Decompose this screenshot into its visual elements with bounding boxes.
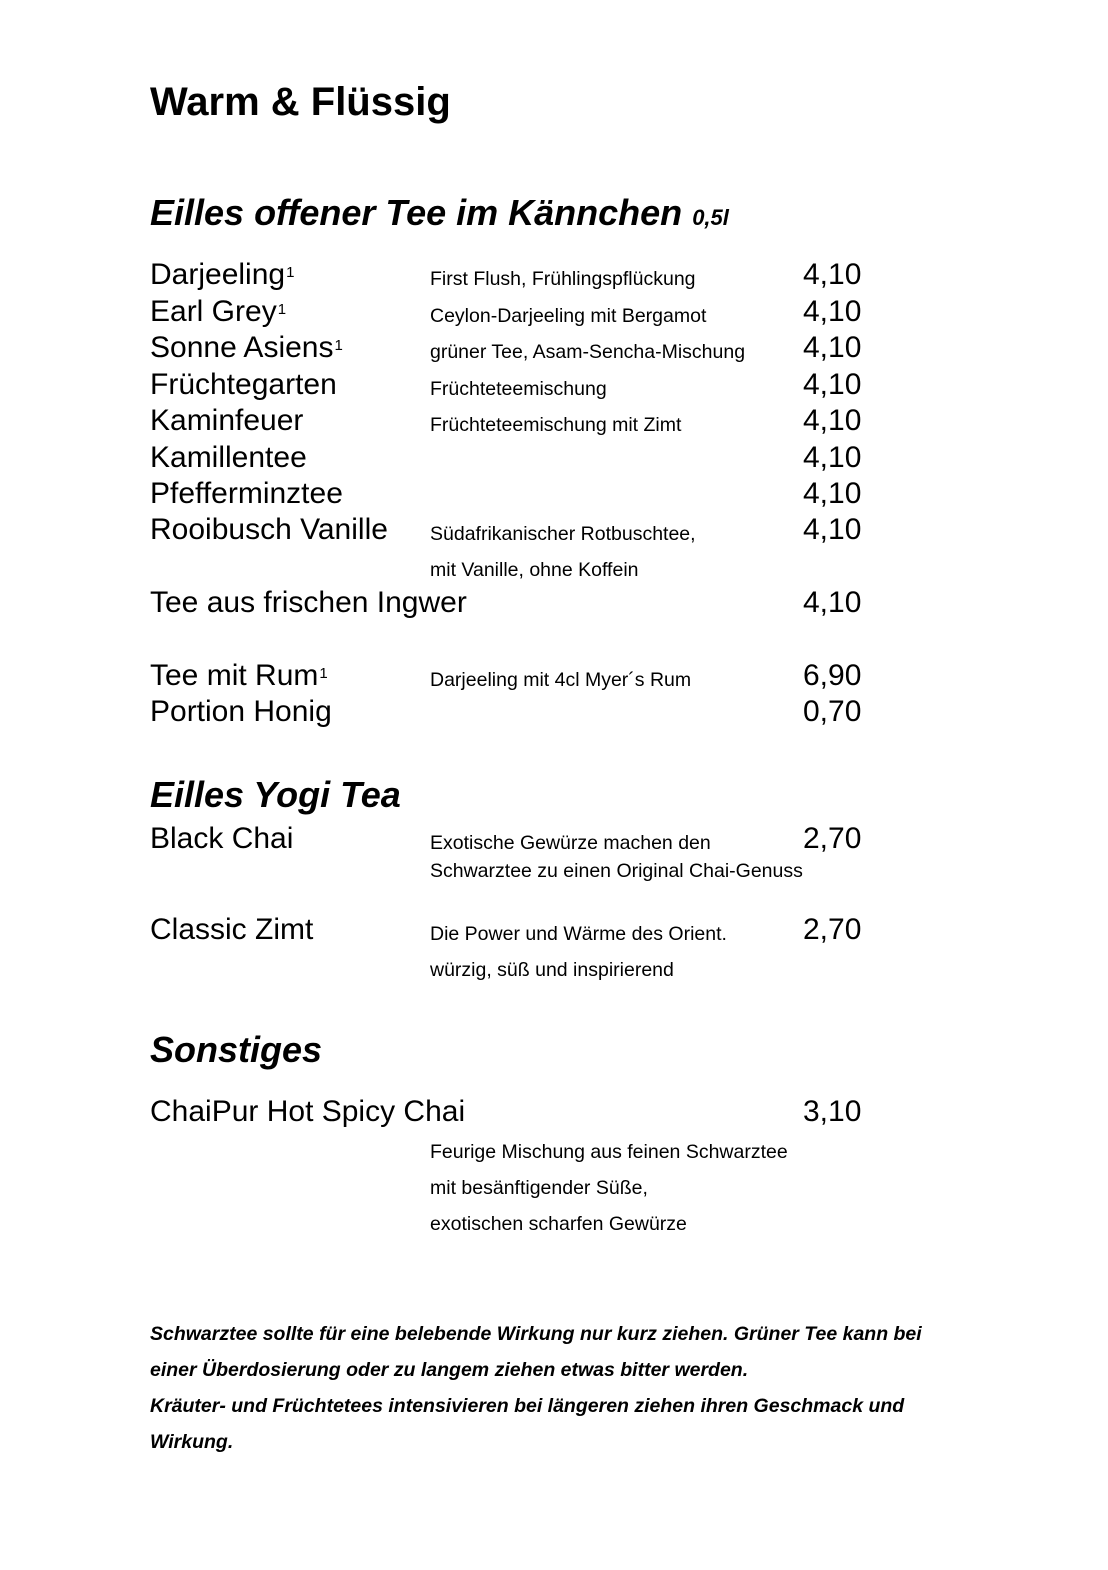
menu-item-price: 4,10 <box>803 477 862 510</box>
footnote-marker: 1 <box>277 301 287 318</box>
menu-item-name: Pfefferminztee <box>150 477 343 510</box>
menu-item-description: Exotische Gewürze machen den <box>430 832 711 854</box>
menu-item-name: Sonne Asiens$^1$ <box>150 331 343 364</box>
section-title-other: Sonstiges <box>150 1029 323 1070</box>
menu-item-description: grüner Tee, Asam-Sencha-Mischung <box>430 341 746 363</box>
menu-item-price: 2,70 <box>803 822 862 855</box>
menu-item-name: Earl Grey$^1$ <box>150 295 287 328</box>
menu-item-description: Feurige Mischung aus feinen Schwarztee <box>430 1141 788 1163</box>
menu-item-price: 4,10 <box>803 295 862 328</box>
menu-item-name: Tee mit Rum$^1$ <box>150 659 328 692</box>
section-title-text: Eilles offener Tee im Kännchen <box>150 192 683 233</box>
menu-item-name: Portion Honig <box>150 695 332 728</box>
menu-item-name: Kaminfeuer <box>150 404 304 437</box>
footnote-marker: 1 <box>334 337 343 354</box>
section-title-volume: 0,5l <box>692 205 729 230</box>
menu-item-price: 4,10 <box>803 258 862 291</box>
section-title-yogi-tea: Eilles Yogi Tea <box>150 774 401 815</box>
menu-item-price: 4,10 <box>803 441 862 474</box>
footer-note-line: Wirkung. <box>150 1431 234 1453</box>
menu-item-price: 4,10 <box>803 331 862 364</box>
menu-item-price: 4,10 <box>803 368 862 401</box>
menu-item-description: Die Power und Wärme des Orient. <box>430 923 727 945</box>
section-title-tea-pot <box>150 192 729 239</box>
menu-item-description: Südafrikanischer Rotbuschtee, <box>430 523 696 545</box>
menu-item-price: 4,10 <box>803 404 862 437</box>
menu-item-name: ChaiPur Hot Spicy Chai <box>150 1095 466 1128</box>
menu-item-description: Darjeeling mit 4cl Myer´s Rum <box>430 669 692 691</box>
page-title: Warm & Flüssig <box>150 80 451 124</box>
menu-item-description: Ceylon-Darjeeling mit Bergamot <box>430 305 707 327</box>
footnote-marker: 1 <box>286 264 295 281</box>
footnote-marker: 1 <box>319 665 328 682</box>
menu-item-description: First Flush, Frühlingspflückung <box>430 268 696 290</box>
menu-item-price: 4,10 <box>803 586 862 619</box>
menu-item-name: Früchtegarten <box>150 368 337 401</box>
menu-item-price: 3,10 <box>803 1095 862 1128</box>
menu-item-description: Früchteteemischung <box>430 378 607 400</box>
menu-item-price: 4,10 <box>803 513 862 546</box>
menu-item-name: Rooibusch Vanille <box>150 513 388 546</box>
menu-item-price: 6,90 <box>803 659 862 692</box>
footer-note-line: einer Überdosierung oder zu langem ziehen etwas bitter werden. <box>150 1359 749 1381</box>
menu-item-name: Kamillentee <box>150 441 307 474</box>
menu-item-description: mit Vanille, ohne Koffein <box>430 559 639 581</box>
menu-item-price: 2,70 <box>803 913 862 946</box>
menu-item-description: Schwarztee zu einen Original Chai-Genuss <box>430 860 803 882</box>
footer-note-line: Kräuter- und Früchtetees intensivieren bei längeren ziehen ihren Geschmack und <box>150 1395 905 1417</box>
menu-item-name: Tee aus frischen Ingwer <box>150 586 467 619</box>
menu-item-description: mit besänftigender Süße, <box>430 1177 648 1199</box>
menu-item-description: exotischen scharfen Gewürze <box>430 1213 687 1235</box>
menu-item-description: würzig, süß und inspirierend <box>430 959 674 981</box>
menu-item-name: Classic Zimt <box>150 913 314 946</box>
menu-item-name: Black Chai <box>150 822 294 855</box>
menu-item-name: Darjeeling$^1$ <box>150 258 295 291</box>
menu-item-description: Früchteteemischung mit Zimt <box>430 414 682 436</box>
menu-item-price: 0,70 <box>803 695 862 728</box>
footer-note-line: Schwarztee sollte für eine belebende Wirkung nur kurz ziehen. Grüner Tee kann bei <box>150 1323 922 1345</box>
